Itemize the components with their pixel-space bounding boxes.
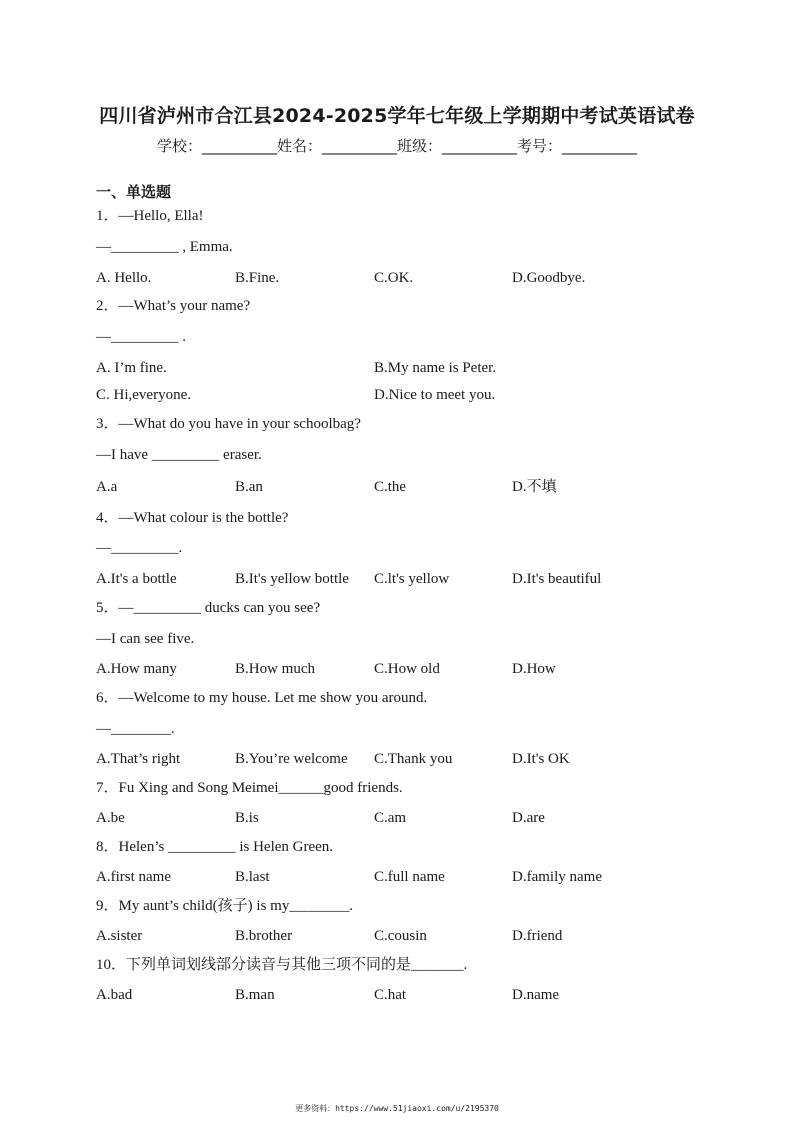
question-7-stem: 7．Fu Xing and Song Meimei______good friends. [96, 780, 403, 796]
question-4-option-d: D.It's beautiful [512, 571, 602, 587]
question-5-option-d: D.How [512, 661, 556, 677]
question-8-option-d: D.family name [512, 869, 602, 885]
question-2-option-d: D.Nice to meet you. [374, 387, 496, 403]
question-10-option-d: D.name [512, 987, 560, 1003]
question-10-option-b: B.man [235, 987, 275, 1003]
question-3-option-d: D.不填 [512, 479, 557, 495]
question-7-option-d: D.are [512, 810, 545, 826]
question-10-option-a: A.bad [96, 987, 133, 1003]
question-5-option-a: A.How many [96, 661, 177, 677]
question-6-option-c: C.Thank you [374, 751, 453, 767]
question-2-option-c: C. Hi,everyone. [96, 387, 191, 403]
footer-source-link: 更多资料：https://www.51jiaoxi.com/u/2195370 [295, 1104, 499, 1113]
question-3-option-c: C.the [374, 479, 407, 495]
question-4-option-a: A.It's a bottle [96, 571, 177, 587]
question-4-stem: 4．—What colour is the bottle? [96, 510, 289, 526]
question-3-option-a: A.a [96, 479, 118, 495]
question-8-stem: 8．Helen’s _________ is Helen Green. [96, 839, 334, 855]
question-9-option-b: B.brother [235, 928, 293, 944]
question-6-answer-line: —________. [96, 721, 175, 737]
question-9-option-c: C.cousin [374, 928, 427, 944]
question-2-answer-line: —_________ . [96, 329, 186, 345]
question-3-stem: 3．—What do you have in your schoolbag? [96, 416, 361, 432]
question-1-answer-line: —_________ , Emma. [96, 239, 233, 255]
question-6-option-a: A.That’s right [96, 751, 181, 767]
question-2-option-b: B.My name is Peter. [374, 360, 497, 376]
question-7-option-a: A.be [96, 810, 125, 826]
student-info-line: 学校：__________姓名：__________班级：__________考号：__________ [156, 137, 637, 155]
section-title: 一、单选题 [96, 183, 172, 201]
question-5-answer-line: —I can see five. [96, 631, 195, 647]
question-6-option-d: D.It's OK [512, 751, 570, 767]
question-4-option-b: B.It's yellow bottle [235, 571, 349, 587]
question-1-stem: 1．—Hello, Ella! [96, 208, 204, 224]
question-5-option-b: B.How much [235, 661, 315, 677]
exam-title: 四川省泸州市合江县2024-2025学年七年级上学期期中考试英语试卷 [99, 105, 695, 127]
question-1-option-b: B.Fine. [235, 270, 280, 286]
question-6-stem: 6．—Welcome to my house. Let me show you around. [96, 690, 428, 706]
question-5-stem: 5．—_________ ducks can you see? [96, 600, 321, 616]
question-2-stem: 2．—What’s your name? [96, 298, 251, 314]
question-8-option-c: C.full name [374, 869, 445, 885]
question-5-option-c: C.How old [374, 661, 440, 677]
question-4-option-c: C.lt's yellow [374, 571, 450, 587]
question-4-answer-line: —_________. [96, 540, 183, 556]
question-10-option-c: C.hat [374, 987, 407, 1003]
question-1-option-d: D.Goodbye. [512, 270, 586, 286]
question-7-option-c: C.am [374, 810, 407, 826]
question-7-option-b: B.is [235, 810, 259, 826]
question-9-stem: 9．My aunt’s child(孩子) is my________. [96, 898, 354, 914]
question-8-option-a: A.first name [96, 869, 171, 885]
question-3-answer-line: —I have _________ eraser. [96, 447, 262, 463]
question-2-option-a: A. I’m fine. [96, 360, 167, 376]
question-3-option-b: B.an [235, 479, 263, 495]
question-9-option-d: D.friend [512, 928, 563, 944]
question-10-stem: 10．下列单词划线部分读音与其他三项不同的是_______. [96, 957, 468, 973]
question-9-option-a: A.sister [96, 928, 143, 944]
question-8-option-b: B.last [235, 869, 270, 885]
question-1-option-c: C.OK. [374, 270, 414, 286]
question-6-option-b: B.You’re welcome [235, 751, 348, 767]
question-1-option-a: A. Hello. [96, 270, 152, 286]
